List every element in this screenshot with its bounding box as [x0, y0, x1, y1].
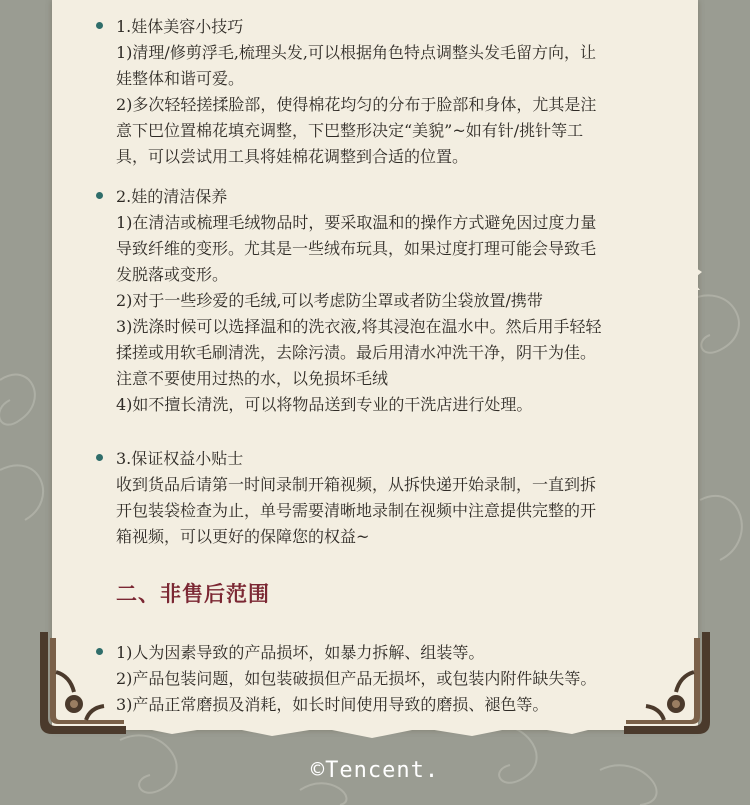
- section-text: [116, 14, 596, 170]
- text-line: 箱视频，可以更好的保障您的权益~: [116, 527, 370, 546]
- corner-ornament-left: [34, 632, 126, 740]
- bullet-icon: [96, 192, 103, 199]
- text-line: 导致纤维的变形。尤其是一些绒布玩具，如果过度打理可能会导致毛: [116, 239, 597, 258]
- text-line: 1)在清洁或梳理毛绒物品时，要采取温和的操作方式避免因过度力量: [116, 213, 597, 232]
- text-line: 收到货品后请第一时间录制开箱视频，从拆快递开始录制，一直到拆: [116, 475, 597, 494]
- bullet-icon: [96, 22, 103, 29]
- text-line: 3)洗涤时候可以选择温和的洗衣液,将其浸泡在温水中。然后用手轻轻: [116, 317, 602, 336]
- text-line: 揉搓或用软毛刷清洗，去除污渍。最后用清水冲洗干净，阴干为佳。: [116, 343, 597, 362]
- text-line: 发脱落或变形。: [116, 265, 229, 284]
- text-line: 开包装袋检查为止，单号需要清晰地录制在视频中注意提供完整的开: [116, 501, 597, 520]
- section-text: [116, 640, 596, 718]
- section-text: [116, 184, 602, 418]
- section-rights: [96, 446, 596, 550]
- watermark: ©Tencent.: [310, 758, 440, 783]
- section-exclusions: [96, 640, 596, 718]
- section-tips: [96, 14, 596, 170]
- section-text: [116, 446, 596, 550]
- section-title: 2.娃的清洁保养: [116, 187, 228, 206]
- section-title: 1.娃体美容小技巧: [116, 17, 244, 36]
- text-line: 1)清理/修剪浮毛,梳理头发,可以根据角色特点调整头发毛留方向，让: [116, 43, 596, 62]
- text-line: 2)产品包装问题，如包装破损但产品无损坏，或包装内附件缺失等。: [116, 669, 597, 688]
- text-line: 2)多次轻轻搓揉脸部，使得棉花均匀的分布于脸部和身体，尤其是注: [116, 95, 597, 114]
- text-line: 意下巴位置棉花填充调整，下巴整形决定“美貌”~如有针/挑针等工: [116, 121, 584, 140]
- corner-ornament-right: [624, 632, 716, 740]
- section-heading: 二、非售后范围: [116, 581, 270, 606]
- paper-tear: [680, 250, 704, 290]
- section-title: 3.保证权益小贴士: [116, 449, 244, 468]
- text-line: 3)产品正常磨损及消耗，如长时间使用导致的磨损、褪色等。: [116, 695, 549, 714]
- text-line: 4)如不擅长清洗，可以将物品送到专业的干洗店进行处理。: [116, 395, 533, 414]
- text-line: 1)人为因素导致的产品损坏，如暴力拆解、组装等。: [116, 643, 485, 662]
- text-line: 娃整体和谐可爱。: [116, 69, 245, 88]
- text-line: 2)对于一些珍爱的毛绒,可以考虑防尘罩或者防尘袋放置/携带: [116, 291, 543, 310]
- text-line: 注意不要使用过热的水，以免损坏毛绒: [116, 369, 389, 388]
- section-cleaning: [96, 184, 602, 418]
- bullet-icon: [96, 454, 103, 461]
- text-line: 具，可以尝试用工具将娃棉花调整到合适的位置。: [116, 147, 469, 166]
